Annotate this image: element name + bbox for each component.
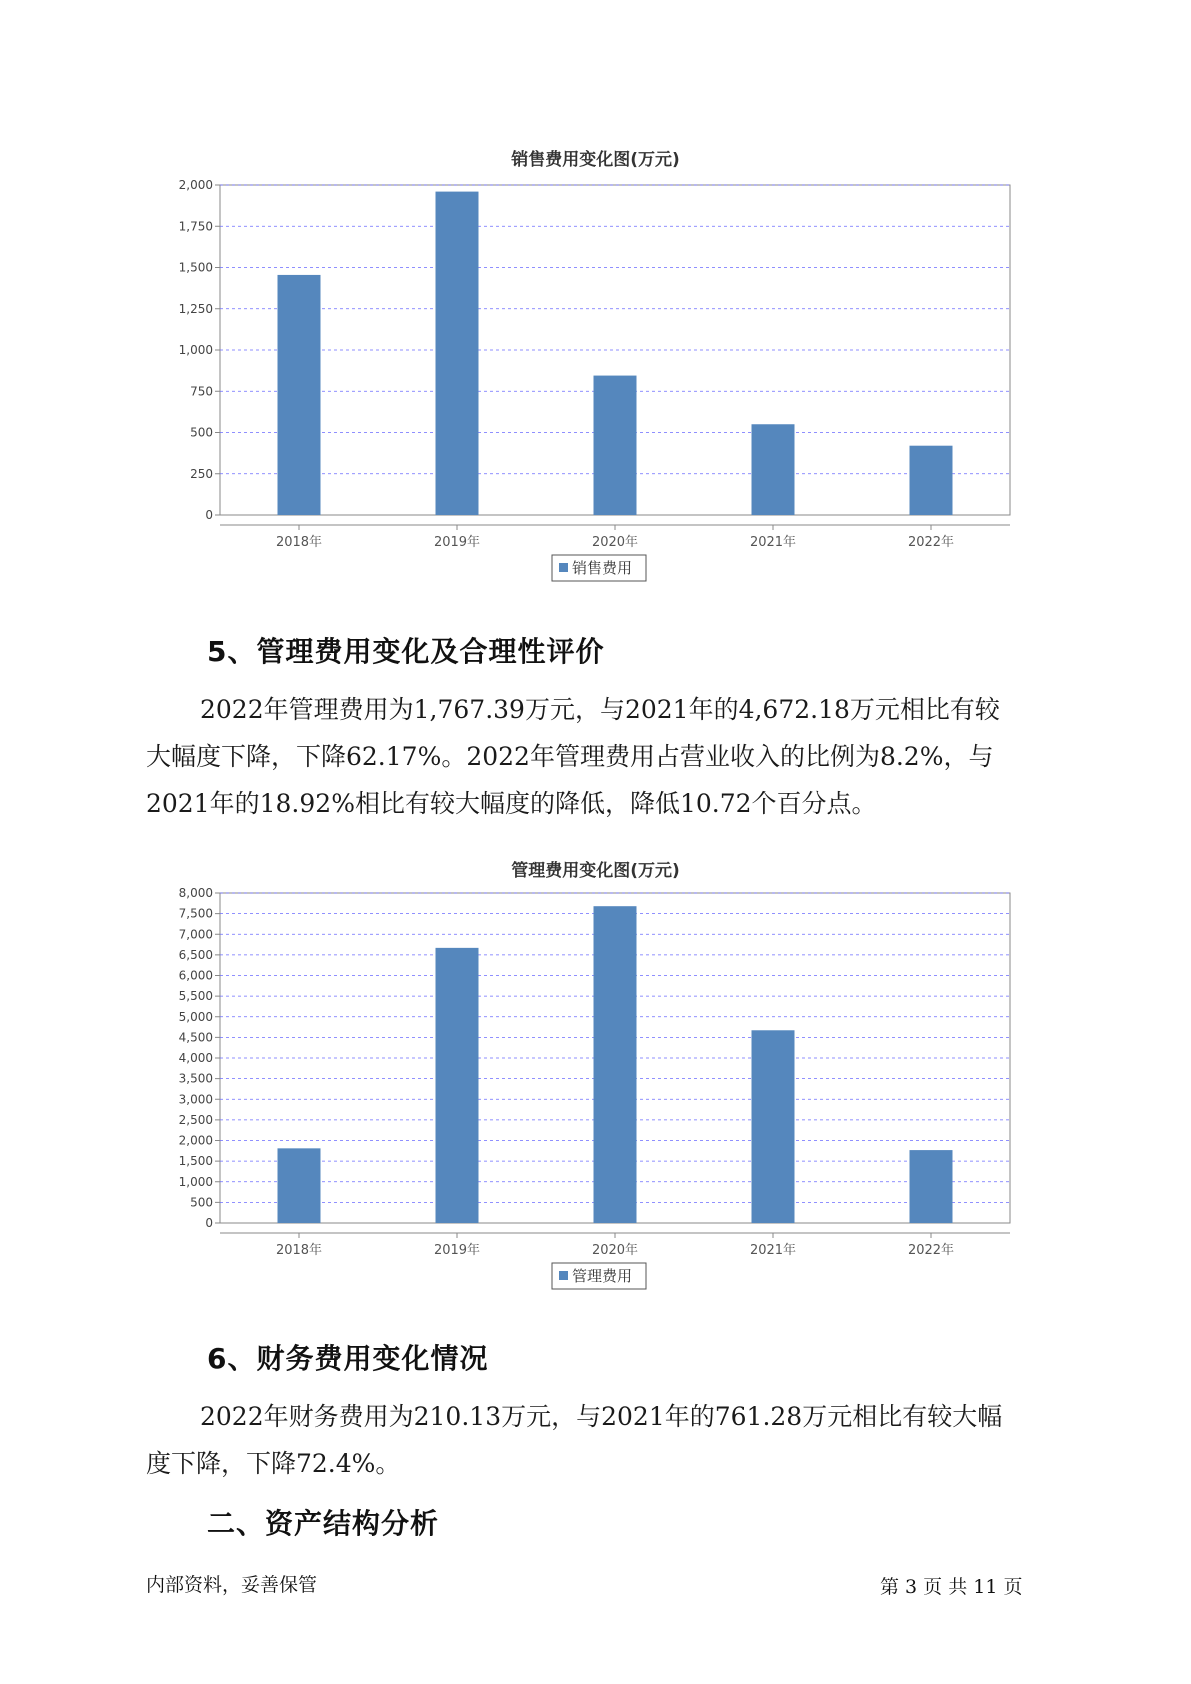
- admin-chart-y-tick-label: 7,500: [178, 906, 213, 921]
- admin-chart-x-tick-label-2: 2020年: [591, 1243, 639, 1258]
- admin-chart-y-tick-label: 3,000: [178, 1092, 213, 1107]
- sales-chart-y-tick-label: 1,250: [178, 301, 213, 316]
- admin-chart-y-tick-label: 8,000: [178, 886, 213, 900]
- sales-chart-y-tick-label: 250: [190, 466, 213, 481]
- section5-paragraph: [146, 686, 1046, 827]
- section6-line-1: 2022年财务费用为210.13万元，与2021年的761.28万元相比有较大幅: [200, 1402, 1003, 1431]
- admin-chart-bar-1: [436, 948, 479, 1223]
- admin-chart-y-tick-label: 6,000: [178, 968, 213, 983]
- admin-chart-bar-3: [752, 1030, 795, 1223]
- sales-chart-legend-swatch: [559, 563, 568, 572]
- section6-line-2: 度下降，下降72.4%。: [146, 1449, 401, 1478]
- admin-chart-y-tick-label: 0: [205, 1216, 213, 1230]
- admin-chart-y-tick-label: 1,500: [178, 1154, 213, 1169]
- sales-chart-y-tick-label: 750: [190, 384, 213, 399]
- admin-chart-y-tick-label: 2,000: [178, 1133, 213, 1148]
- section6-heading: 6、财务费用变化情况: [207, 1342, 489, 1375]
- admin-chart-y-tick-label: 1,000: [178, 1174, 213, 1189]
- sales-chart-bar-4: [910, 446, 953, 515]
- admin-chart-y-tick-label: 4,000: [178, 1051, 213, 1065]
- sales-chart-title: 销售费用变化图(万元): [511, 150, 680, 170]
- sales-chart-legend-label: 销售费用: [572, 559, 633, 577]
- admin-chart-y-tick-label: 4,500: [178, 1030, 213, 1045]
- sales-chart-y-tick-label: 1,000: [178, 343, 213, 357]
- sales-chart-y-tick-label: 1,500: [178, 260, 213, 275]
- sales-chart-x-tick-label-1: 2019年: [433, 535, 481, 550]
- sales-chart-x-tick-label-0: 2018年: [275, 535, 323, 550]
- admin-chart-x-tick-label-4: 2022年: [907, 1243, 955, 1258]
- sales-chart-bar-1: [436, 192, 479, 515]
- admin-chart-legend-label: 管理费用: [572, 1267, 633, 1285]
- admin-chart-y-tick-label: 3,500: [178, 1071, 213, 1086]
- sales-chart-y-tick-label: 0: [205, 508, 213, 522]
- admin-chart-bar-4: [910, 1150, 953, 1223]
- sales-chart-bar-0: [278, 275, 321, 515]
- footer-page-number: 第 3 页 共 11 页: [880, 1576, 1023, 1598]
- section5-heading: 5、管理费用变化及合理性评价: [207, 635, 605, 668]
- sales-chart-bar-3: [752, 424, 795, 515]
- admin-chart-y-tick-label: 5,000: [178, 1009, 213, 1024]
- admin-chart-y-tick-label: 2,500: [178, 1112, 213, 1127]
- sales-chart-y-tick-label: 2,000: [178, 178, 213, 192]
- footer-confidential-note: 内部资料，妥善保管: [146, 1574, 318, 1596]
- admin-chart-bar-0: [278, 1148, 321, 1223]
- admin-chart-x-tick-label-0: 2018年: [275, 1243, 323, 1258]
- section-two-heading: 二、资产结构分析: [207, 1507, 440, 1540]
- sales-chart-x-tick-label-4: 2022年: [907, 535, 955, 550]
- admin-chart-bar-2: [594, 906, 637, 1223]
- section5-line-1: 2022年管理费用为1,767.39万元，与2021年的4,672.18万元相比有较: [200, 695, 1000, 724]
- admin-chart-x-tick-label-3: 2021年: [749, 1243, 797, 1258]
- sales-chart-bar-2: [594, 376, 637, 515]
- admin-chart-y-tick-label: 500: [190, 1195, 213, 1210]
- sales-chart-y-tick-label: 500: [190, 425, 213, 440]
- section6-paragraph: [146, 1393, 1046, 1487]
- sales-chart-x-tick-label-3: 2021年: [749, 535, 797, 550]
- admin-chart-y-tick-label: 7,000: [178, 927, 213, 942]
- admin-chart-y-tick-label: 5,500: [178, 989, 213, 1004]
- admin-chart-title: 管理费用变化图(万元): [511, 861, 680, 881]
- admin-chart-x-tick-label-1: 2019年: [433, 1243, 481, 1258]
- sales-chart-y-tick-label: 1,750: [178, 219, 213, 234]
- admin-expense-chart: [0, 885, 1191, 1305]
- section5-line-3: 2021年的18.92%相比有较大幅度的降低，降低10.72个百分点。: [146, 789, 877, 818]
- sales-chart-x-tick-label-2: 2020年: [591, 535, 639, 550]
- admin-chart-legend-swatch: [559, 1271, 568, 1280]
- admin-chart-y-tick-label: 6,500: [178, 947, 213, 962]
- section5-line-2: 大幅度下降，下降62.17%。2022年管理费用占营业收入的比例为8.2%，与: [146, 742, 994, 771]
- sales-expense-chart: [0, 170, 1191, 590]
